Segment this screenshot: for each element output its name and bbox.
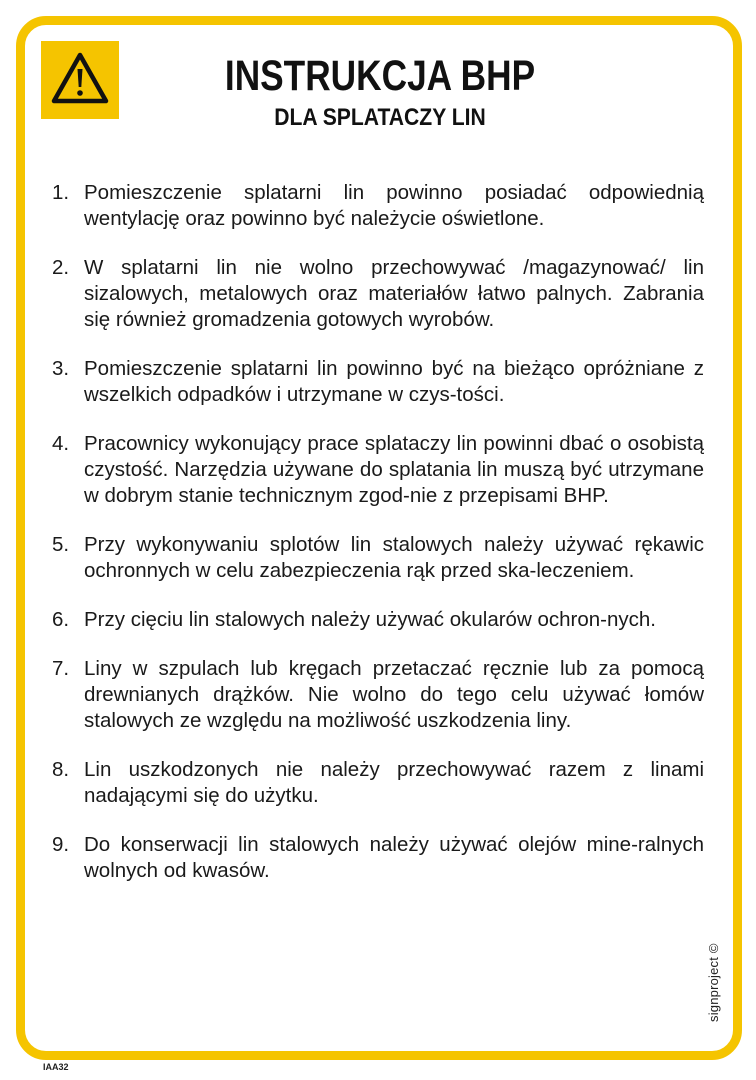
rule-text: Do konserwacji lin stalowych należy używać olejów mine-ralnych wolnych od kwasów. (84, 833, 704, 882)
brand-label: signproject © (706, 943, 721, 1022)
rule-item (52, 180, 704, 232)
rule-item (52, 757, 704, 809)
rule-text: Pomieszczenie splatarni lin powinno być na bieżąco opróżniane z wszelkich odpadków i utrzymane w czys-tości. (84, 357, 704, 406)
warning-triangle-icon (50, 51, 110, 107)
rule-text: Przy cięciu lin stalowych należy używać okularów ochron-nych. (84, 608, 656, 631)
warning-box (41, 41, 119, 119)
rules-list (52, 180, 704, 907)
rule-item (52, 532, 704, 584)
rule-number: 8. (52, 758, 70, 781)
rule-item (52, 356, 704, 408)
rule-number: 1. (52, 181, 70, 204)
product-code: IAA32 (43, 1062, 69, 1072)
rule-text: Lin uszkodzonych nie należy przechowywać razem z linami nadającymi się do użytku. (84, 758, 704, 807)
rule-text: Przy wykonywaniu splotów lin stalowych należy używać rękawic ochronnych w celu zabezpieczenia rąk przed ska-leczeniem. (84, 533, 704, 582)
rule-number: 7. (52, 657, 70, 680)
rule-item (52, 255, 704, 333)
page-subtitle: DLA SPLATACZY LIN (274, 104, 486, 131)
rule-number: 9. (52, 833, 70, 856)
rule-text: Pomieszczenie splatarni lin powinno posiadać odpowiednią wentylację oraz powinno być należycie oświetlone. (84, 181, 704, 230)
rule-text: W splatarni lin nie wolno przechowywać /magazynować/ lin sizalowych, metalowych oraz materiałów łatwo palnych. Zabrania się również gromadzenia gotowych wyrobów. (84, 256, 704, 331)
rule-number: 5. (52, 533, 70, 556)
rule-item (52, 656, 704, 734)
rule-item (52, 431, 704, 509)
rule-number: 6. (52, 608, 70, 631)
rule-number: 2. (52, 256, 70, 279)
rule-number: 3. (52, 357, 70, 380)
rule-text: Pracownicy wykonujący prace splataczy lin powinni dbać o osobistą czystość. Narzędzia używane do splatania lin muszą być utrzymane w dobrym stanie technicznym zgod-nie z przepisami BHP. (84, 432, 704, 507)
rule-item (52, 607, 704, 633)
rule-text: Liny w szpulach lub kręgach przetaczać ręcznie lub za pomocą drewnianych drążków. Nie wolno do tego celu używać łomów stalowych ze względu na możliwość uszkodzenia liny. (84, 657, 704, 732)
page-title: INSTRUKCJA BHP (224, 52, 536, 100)
rule-number: 4. (52, 432, 70, 455)
rule-item (52, 832, 704, 884)
